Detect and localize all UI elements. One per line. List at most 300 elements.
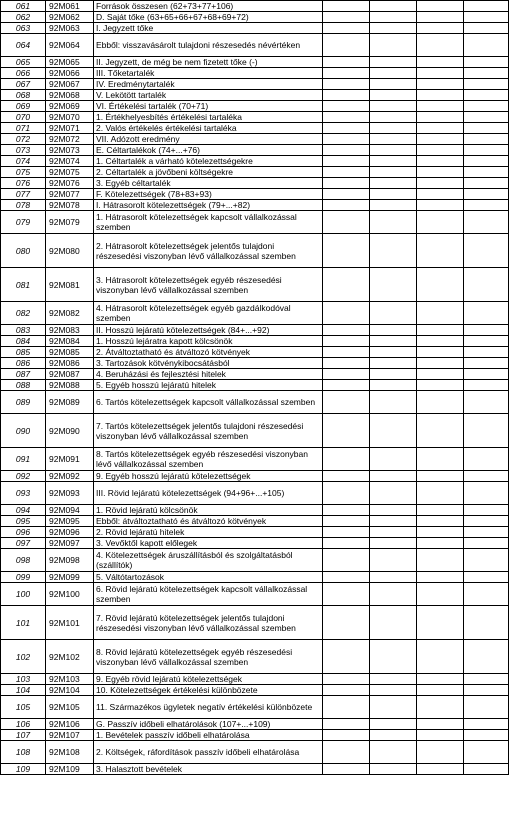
- value-cell[interactable]: [417, 12, 464, 23]
- value-cell[interactable]: [417, 606, 464, 640]
- value-cell[interactable]: [370, 505, 417, 516]
- value-cell[interactable]: [417, 505, 464, 516]
- table-row: [1, 101, 509, 112]
- value-cell[interactable]: [370, 268, 417, 302]
- value-cell[interactable]: [464, 34, 509, 57]
- value-cell[interactable]: [370, 23, 417, 34]
- row-code: 92M063: [46, 23, 94, 34]
- row-code: 92M070: [46, 112, 94, 123]
- row-code: 92M107: [46, 730, 94, 741]
- value-cell[interactable]: [464, 448, 509, 471]
- value-cell[interactable]: [323, 719, 370, 730]
- row-label: VI. Értékelési tartalék (70+71): [94, 101, 323, 112]
- value-cell[interactable]: [464, 189, 509, 200]
- value-cell[interactable]: [464, 234, 509, 268]
- table-row: [1, 764, 509, 775]
- value-cell[interactable]: [370, 606, 417, 640]
- value-cell[interactable]: [417, 79, 464, 90]
- table-row: [1, 380, 509, 391]
- value-cell[interactable]: [370, 123, 417, 134]
- value-cell[interactable]: [323, 583, 370, 606]
- value-cell[interactable]: [417, 1, 464, 12]
- value-cell[interactable]: [370, 211, 417, 234]
- value-cell[interactable]: [417, 527, 464, 538]
- row-code: 92M101: [46, 606, 94, 640]
- value-cell[interactable]: [370, 685, 417, 696]
- value-cell[interactable]: [464, 79, 509, 90]
- table-row: [1, 696, 509, 719]
- value-cell[interactable]: [417, 101, 464, 112]
- value-cell[interactable]: [370, 336, 417, 347]
- value-cell[interactable]: [370, 12, 417, 23]
- value-cell[interactable]: [370, 391, 417, 414]
- value-cell[interactable]: [323, 1, 370, 12]
- value-cell[interactable]: [370, 538, 417, 549]
- value-cell[interactable]: [370, 572, 417, 583]
- value-cell[interactable]: [464, 211, 509, 234]
- row-label: G. Passzív időbeli elhatárolások (107+...+109): [94, 719, 323, 730]
- value-cell[interactable]: [370, 414, 417, 448]
- value-cell[interactable]: [464, 730, 509, 741]
- value-cell[interactable]: [464, 358, 509, 369]
- value-cell[interactable]: [464, 685, 509, 696]
- value-cell[interactable]: [464, 156, 509, 167]
- value-cell[interactable]: [417, 145, 464, 156]
- row-label: I. Jegyzett tőke: [94, 23, 323, 34]
- value-cell[interactable]: [323, 200, 370, 211]
- value-cell[interactable]: [323, 471, 370, 482]
- row-number: 104: [1, 685, 46, 696]
- value-cell[interactable]: [417, 234, 464, 268]
- row-code: 92M075: [46, 167, 94, 178]
- table-row: [1, 685, 509, 696]
- row-code: 92M065: [46, 57, 94, 68]
- value-cell[interactable]: [323, 34, 370, 57]
- table-row: [1, 302, 509, 325]
- row-code: 92M087: [46, 369, 94, 380]
- table-row: [1, 79, 509, 90]
- value-cell[interactable]: [464, 268, 509, 302]
- row-code: 92M104: [46, 685, 94, 696]
- row-number: 089: [1, 391, 46, 414]
- table-row: [1, 347, 509, 358]
- row-code: 92M092: [46, 471, 94, 482]
- value-cell[interactable]: [417, 68, 464, 79]
- value-cell[interactable]: [417, 583, 464, 606]
- value-cell[interactable]: [370, 358, 417, 369]
- table-row: [1, 448, 509, 471]
- value-cell[interactable]: [417, 336, 464, 347]
- value-cell[interactable]: [464, 369, 509, 380]
- value-cell[interactable]: [370, 527, 417, 538]
- value-cell[interactable]: [417, 112, 464, 123]
- value-cell[interactable]: [417, 268, 464, 302]
- row-label: 3. Hátrasorolt kötelezettségek egyéb részesedési viszonyban lévő vállalkozással szemben: [94, 268, 323, 302]
- value-cell[interactable]: [417, 302, 464, 325]
- value-cell[interactable]: [370, 156, 417, 167]
- value-cell[interactable]: [417, 211, 464, 234]
- table-row: [1, 741, 509, 764]
- value-cell[interactable]: [464, 336, 509, 347]
- row-number: 069: [1, 101, 46, 112]
- row-code: 92M064: [46, 34, 94, 57]
- value-cell[interactable]: [417, 57, 464, 68]
- value-cell[interactable]: [464, 90, 509, 101]
- value-cell[interactable]: [464, 606, 509, 640]
- value-cell[interactable]: [464, 538, 509, 549]
- value-cell[interactable]: [464, 471, 509, 482]
- row-number: 097: [1, 538, 46, 549]
- value-cell[interactable]: [464, 640, 509, 674]
- row-label: 7. Rövid lejáratú kötelezettségek jelentős tulajdoni részesedési viszonyban lévő vállalkozással szemben: [94, 606, 323, 640]
- value-cell[interactable]: [370, 482, 417, 505]
- value-cell[interactable]: [464, 12, 509, 23]
- row-label: 6. Rövid lejáratú kötelezettségek kapcsolt vállalkozással szemben: [94, 583, 323, 606]
- value-cell[interactable]: [370, 200, 417, 211]
- value-cell[interactable]: [323, 101, 370, 112]
- value-cell[interactable]: [464, 123, 509, 134]
- row-code: 92M061: [46, 1, 94, 12]
- value-cell[interactable]: [323, 12, 370, 23]
- row-number: 109: [1, 764, 46, 775]
- row-label: II. Jegyzett, de még be nem fizetett tőke (-): [94, 57, 323, 68]
- value-cell[interactable]: [370, 134, 417, 145]
- value-cell[interactable]: [323, 325, 370, 336]
- value-cell[interactable]: [370, 112, 417, 123]
- value-cell[interactable]: [464, 741, 509, 764]
- value-cell[interactable]: [323, 730, 370, 741]
- row-number: 093: [1, 482, 46, 505]
- value-cell[interactable]: [464, 696, 509, 719]
- value-cell[interactable]: [417, 764, 464, 775]
- row-label: 9. Egyéb hosszú lejáratú kötelezettségek: [94, 471, 323, 482]
- value-cell[interactable]: [464, 57, 509, 68]
- value-cell[interactable]: [417, 674, 464, 685]
- value-cell[interactable]: [417, 325, 464, 336]
- value-cell[interactable]: [464, 112, 509, 123]
- value-cell[interactable]: [417, 640, 464, 674]
- value-cell[interactable]: [323, 134, 370, 145]
- row-label: 9. Egyéb rövid lejáratú kötelezettségek: [94, 674, 323, 685]
- value-cell[interactable]: [323, 347, 370, 358]
- row-label: VII. Adózott eredmény: [94, 134, 323, 145]
- value-cell[interactable]: [370, 347, 417, 358]
- row-number: 080: [1, 234, 46, 268]
- value-cell[interactable]: [323, 741, 370, 764]
- value-cell[interactable]: [323, 189, 370, 200]
- row-code: 92M076: [46, 178, 94, 189]
- value-cell[interactable]: [417, 167, 464, 178]
- value-cell[interactable]: [370, 145, 417, 156]
- value-cell[interactable]: [464, 764, 509, 775]
- value-cell[interactable]: [464, 674, 509, 685]
- value-cell[interactable]: [370, 549, 417, 572]
- row-number: 073: [1, 145, 46, 156]
- value-cell[interactable]: [464, 145, 509, 156]
- value-cell[interactable]: [370, 90, 417, 101]
- row-number: 067: [1, 79, 46, 90]
- value-cell[interactable]: [464, 101, 509, 112]
- value-cell[interactable]: [464, 505, 509, 516]
- value-cell[interactable]: [370, 101, 417, 112]
- table-row: [1, 68, 509, 79]
- row-code: 92M099: [46, 572, 94, 583]
- value-cell[interactable]: [370, 719, 417, 730]
- value-cell[interactable]: [370, 640, 417, 674]
- table-row: [1, 391, 509, 414]
- value-cell[interactable]: [417, 741, 464, 764]
- row-number: 096: [1, 527, 46, 538]
- table-row: [1, 674, 509, 685]
- value-cell[interactable]: [323, 57, 370, 68]
- row-label: 4. Kötelezettségek áruszállításból és szolgáltatásból (szállítók): [94, 549, 323, 572]
- row-number: 098: [1, 549, 46, 572]
- value-cell[interactable]: [417, 482, 464, 505]
- value-cell[interactable]: [323, 90, 370, 101]
- row-number: 106: [1, 719, 46, 730]
- row-label: 1. Hátrasorolt kötelezettségek kapcsolt vállalkozással szemben: [94, 211, 323, 234]
- value-cell[interactable]: [417, 471, 464, 482]
- row-label: 7. Tartós kötelezettségek jelentős tulajdoni részesedési viszonyban lévő vállalkozással szemben: [94, 414, 323, 448]
- value-cell[interactable]: [417, 391, 464, 414]
- row-label: 1. Céltartalék a várható kötelezettségekre: [94, 156, 323, 167]
- value-cell[interactable]: [417, 156, 464, 167]
- value-cell[interactable]: [464, 414, 509, 448]
- value-cell[interactable]: [323, 685, 370, 696]
- value-cell[interactable]: [464, 583, 509, 606]
- value-cell[interactable]: [370, 764, 417, 775]
- value-cell[interactable]: [323, 527, 370, 538]
- row-code: 92M093: [46, 482, 94, 505]
- value-cell[interactable]: [417, 123, 464, 134]
- table-row: [1, 606, 509, 640]
- table-row: [1, 1, 509, 12]
- row-code: 92M095: [46, 516, 94, 527]
- table-row: [1, 538, 509, 549]
- table-row: [1, 12, 509, 23]
- value-cell[interactable]: [323, 391, 370, 414]
- value-cell[interactable]: [323, 764, 370, 775]
- value-cell[interactable]: [323, 369, 370, 380]
- table-row: [1, 145, 509, 156]
- value-cell[interactable]: [417, 90, 464, 101]
- value-cell[interactable]: [323, 112, 370, 123]
- value-cell[interactable]: [417, 549, 464, 572]
- table-row: [1, 211, 509, 234]
- value-cell[interactable]: [370, 674, 417, 685]
- row-code: 92M062: [46, 12, 94, 23]
- value-cell[interactable]: [464, 719, 509, 730]
- value-cell[interactable]: [370, 167, 417, 178]
- value-cell[interactable]: [370, 79, 417, 90]
- value-cell[interactable]: [323, 302, 370, 325]
- row-code: 92M085: [46, 347, 94, 358]
- value-cell[interactable]: [464, 325, 509, 336]
- table-row: [1, 719, 509, 730]
- value-cell[interactable]: [370, 741, 417, 764]
- value-cell[interactable]: [464, 178, 509, 189]
- value-cell[interactable]: [323, 211, 370, 234]
- row-label: 1. Rövid lejáratú kölcsönök: [94, 505, 323, 516]
- value-cell[interactable]: [370, 583, 417, 606]
- value-cell[interactable]: [464, 1, 509, 12]
- value-cell[interactable]: [370, 380, 417, 391]
- value-cell[interactable]: [417, 358, 464, 369]
- value-cell[interactable]: [323, 234, 370, 268]
- value-cell[interactable]: [323, 123, 370, 134]
- value-cell[interactable]: [323, 696, 370, 719]
- row-code: 92M105: [46, 696, 94, 719]
- table-row: [1, 325, 509, 336]
- row-label: 5. Váltótartozások: [94, 572, 323, 583]
- value-cell[interactable]: [417, 369, 464, 380]
- value-cell[interactable]: [323, 145, 370, 156]
- value-cell[interactable]: [464, 482, 509, 505]
- value-cell[interactable]: [323, 268, 370, 302]
- value-cell[interactable]: [464, 68, 509, 79]
- value-cell[interactable]: [370, 1, 417, 12]
- value-cell[interactable]: [464, 516, 509, 527]
- value-cell[interactable]: [464, 572, 509, 583]
- table-row: [1, 34, 509, 57]
- value-cell[interactable]: [323, 674, 370, 685]
- value-cell[interactable]: [464, 549, 509, 572]
- row-code: 92M089: [46, 391, 94, 414]
- value-cell[interactable]: [370, 178, 417, 189]
- row-code: 92M080: [46, 234, 94, 268]
- value-cell[interactable]: [323, 23, 370, 34]
- value-cell[interactable]: [323, 68, 370, 79]
- value-cell[interactable]: [370, 68, 417, 79]
- value-cell[interactable]: [417, 380, 464, 391]
- row-number: 101: [1, 606, 46, 640]
- value-cell[interactable]: [417, 178, 464, 189]
- row-code: 92M100: [46, 583, 94, 606]
- value-cell[interactable]: [370, 325, 417, 336]
- value-cell[interactable]: [323, 482, 370, 505]
- value-cell[interactable]: [323, 448, 370, 471]
- value-cell[interactable]: [370, 189, 417, 200]
- row-label: 2. Céltartalék a jövőbeni költségekre: [94, 167, 323, 178]
- value-cell[interactable]: [417, 347, 464, 358]
- value-cell[interactable]: [370, 448, 417, 471]
- value-cell[interactable]: [417, 200, 464, 211]
- value-cell[interactable]: [464, 134, 509, 145]
- value-cell[interactable]: [464, 23, 509, 34]
- value-cell[interactable]: [417, 134, 464, 145]
- value-cell[interactable]: [323, 380, 370, 391]
- row-label: 1. Hosszú lejáratra kapott kölcsönök: [94, 336, 323, 347]
- row-label: Ebből: átváltoztatható és átváltozó kötvények: [94, 516, 323, 527]
- value-cell[interactable]: [464, 167, 509, 178]
- value-cell[interactable]: [323, 549, 370, 572]
- row-number: 074: [1, 156, 46, 167]
- value-cell[interactable]: [417, 538, 464, 549]
- row-number: 100: [1, 583, 46, 606]
- value-cell[interactable]: [323, 505, 370, 516]
- row-label: 11. Származékos ügyletek negatív értékelési különbözete: [94, 696, 323, 719]
- value-cell[interactable]: [417, 719, 464, 730]
- value-cell[interactable]: [464, 200, 509, 211]
- row-label: Források összesen (62+73+77+106): [94, 1, 323, 12]
- row-label: 2. Költségek, ráfordítások passzív időbeli elhatárolása: [94, 741, 323, 764]
- row-code: 92M109: [46, 764, 94, 775]
- value-cell[interactable]: [323, 167, 370, 178]
- value-cell[interactable]: [323, 178, 370, 189]
- row-number: 078: [1, 200, 46, 211]
- value-cell[interactable]: [323, 516, 370, 527]
- value-cell[interactable]: [370, 302, 417, 325]
- row-number: 099: [1, 572, 46, 583]
- row-number: 103: [1, 674, 46, 685]
- value-cell[interactable]: [370, 57, 417, 68]
- table-row: [1, 336, 509, 347]
- value-cell[interactable]: [370, 234, 417, 268]
- value-cell[interactable]: [417, 696, 464, 719]
- value-cell[interactable]: [323, 156, 370, 167]
- value-cell[interactable]: [417, 730, 464, 741]
- value-cell[interactable]: [370, 471, 417, 482]
- value-cell[interactable]: [464, 347, 509, 358]
- value-cell[interactable]: [417, 34, 464, 57]
- value-cell[interactable]: [323, 572, 370, 583]
- table-row: [1, 730, 509, 741]
- value-cell[interactable]: [417, 685, 464, 696]
- value-cell[interactable]: [370, 696, 417, 719]
- value-cell[interactable]: [323, 606, 370, 640]
- value-cell[interactable]: [323, 538, 370, 549]
- value-cell[interactable]: [417, 414, 464, 448]
- row-number: 063: [1, 23, 46, 34]
- row-number: 085: [1, 347, 46, 358]
- value-cell[interactable]: [464, 527, 509, 538]
- row-code: 92M077: [46, 189, 94, 200]
- value-cell[interactable]: [370, 730, 417, 741]
- value-cell[interactable]: [323, 79, 370, 90]
- value-cell[interactable]: [464, 302, 509, 325]
- value-cell[interactable]: [417, 189, 464, 200]
- value-cell[interactable]: [323, 640, 370, 674]
- value-cell[interactable]: [417, 23, 464, 34]
- value-cell[interactable]: [323, 358, 370, 369]
- table-row: [1, 189, 509, 200]
- table-row: [1, 112, 509, 123]
- row-label: 2. Valós értékelés értékelési tartaléka: [94, 123, 323, 134]
- value-cell[interactable]: [370, 516, 417, 527]
- value-cell[interactable]: [417, 572, 464, 583]
- row-label: 4. Hátrasorolt kötelezettségek egyéb gazdálkodóval szemben: [94, 302, 323, 325]
- value-cell[interactable]: [417, 516, 464, 527]
- value-cell[interactable]: [464, 380, 509, 391]
- row-code: 92M094: [46, 505, 94, 516]
- row-code: 92M069: [46, 101, 94, 112]
- value-cell[interactable]: [464, 391, 509, 414]
- table-row: [1, 505, 509, 516]
- table-row: [1, 123, 509, 134]
- table-row: [1, 134, 509, 145]
- row-code: 92M071: [46, 123, 94, 134]
- value-cell[interactable]: [323, 414, 370, 448]
- row-number: 094: [1, 505, 46, 516]
- row-code: 92M086: [46, 358, 94, 369]
- value-cell[interactable]: [323, 336, 370, 347]
- table-row: [1, 90, 509, 101]
- table-row: [1, 57, 509, 68]
- value-cell[interactable]: [417, 448, 464, 471]
- value-cell[interactable]: [370, 34, 417, 57]
- row-code: 92M098: [46, 549, 94, 572]
- value-cell[interactable]: [370, 369, 417, 380]
